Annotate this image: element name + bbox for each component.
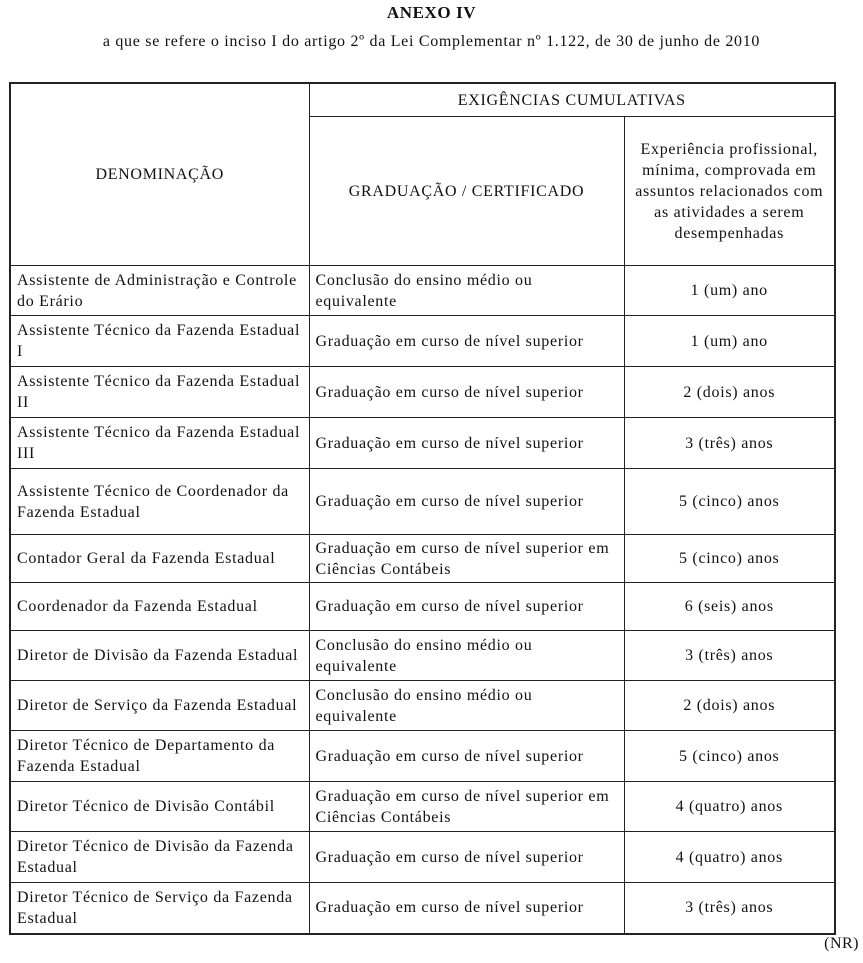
header-graduacao: GRADUAÇÃO / CERTIFICADO	[309, 117, 624, 266]
cell-denominacao: Assistente de Administração e Controle do Erário	[10, 266, 309, 316]
cell-denominacao: Diretor Técnico de Departamento da Fazenda Estadual	[10, 731, 309, 782]
cell-denominacao: Assistente Técnico da Fazenda Estadual I	[10, 316, 309, 367]
cell-experiencia: 4 (quatro) anos	[624, 782, 835, 832]
table-row	[10, 883, 835, 934]
cell-graduacao: Graduação em curso de nível superior	[309, 316, 624, 367]
header-exigencias: EXIGÊNCIAS CUMULATIVAS	[309, 83, 835, 117]
cell-experiencia: 4 (quatro) anos	[624, 832, 835, 883]
cell-graduacao: Graduação em curso de nível superior	[309, 883, 624, 934]
cell-graduacao: Graduação em curso de nível superior em Ciências Contábeis	[309, 782, 624, 832]
cell-experiencia: 3 (três) anos	[624, 883, 835, 934]
cell-graduacao: Conclusão do ensino médio ou equivalente	[309, 266, 624, 316]
cell-experiencia: 5 (cinco) anos	[624, 469, 835, 535]
table-row	[10, 681, 835, 731]
cell-graduacao: Graduação em curso de nível superior em Ciências Contábeis	[309, 535, 624, 583]
annex-subtitle: a que se refere o inciso I do artigo 2º da Lei Complementar nº 1.122, de 30 de junho de 2010	[102, 33, 761, 50]
cell-denominacao: Diretor de Serviço da Fazenda Estadual	[10, 681, 309, 731]
table-row	[10, 418, 835, 469]
table-row	[10, 316, 835, 367]
cell-graduacao: Graduação em curso de nível superior	[309, 832, 624, 883]
cell-denominacao: Diretor Técnico de Divisão Contábil	[10, 782, 309, 832]
cell-graduacao: Graduação em curso de nível superior	[309, 583, 624, 631]
cell-experiencia: 1 (um) ano	[624, 266, 835, 316]
cell-denominacao: Assistente Técnico de Coordenador da Fazenda Estadual	[10, 469, 309, 535]
cell-denominacao: Assistente Técnico da Fazenda Estadual III	[10, 418, 309, 469]
cell-denominacao: Coordenador da Fazenda Estadual	[10, 583, 309, 631]
cell-experiencia: 2 (dois) anos	[624, 681, 835, 731]
header-row-group	[10, 83, 835, 117]
header-experiencia: Experiência profissional, mínima, comprovada em assuntos relacionados com as atividades a serem desempenhadas	[624, 117, 835, 266]
requirements-table	[9, 82, 836, 935]
table-row	[10, 367, 835, 418]
cell-denominacao: Assistente Técnico da Fazenda Estadual II	[10, 367, 309, 418]
cell-denominacao: Contador Geral da Fazenda Estadual	[10, 535, 309, 583]
cell-graduacao: Graduação em curso de nível superior	[309, 418, 624, 469]
footer-note: (NR)	[824, 935, 859, 952]
cell-experiencia: 5 (cinco) anos	[624, 731, 835, 782]
table-row	[10, 469, 835, 535]
table-row	[10, 782, 835, 832]
table-row	[10, 266, 835, 316]
table-row	[10, 832, 835, 883]
annex-title: ANEXO IV	[386, 3, 477, 22]
cell-graduacao: Graduação em curso de nível superior	[309, 469, 624, 535]
table-row	[10, 731, 835, 782]
table-row	[10, 583, 835, 631]
cell-graduacao: Graduação em curso de nível superior	[309, 367, 624, 418]
cell-experiencia: 3 (três) anos	[624, 631, 835, 681]
cell-experiencia: 6 (seis) anos	[624, 583, 835, 631]
cell-graduacao: Conclusão do ensino médio ou equivalente	[309, 631, 624, 681]
cell-graduacao: Graduação em curso de nível superior	[309, 731, 624, 782]
header-denominacao: DENOMINAÇÃO	[10, 83, 309, 266]
cell-experiencia: 5 (cinco) anos	[624, 535, 835, 583]
cell-graduacao: Conclusão do ensino médio ou equivalente	[309, 681, 624, 731]
cell-denominacao: Diretor de Divisão da Fazenda Estadual	[10, 631, 309, 681]
cell-experiencia: 2 (dois) anos	[624, 367, 835, 418]
table-row	[10, 631, 835, 681]
cell-denominacao: Diretor Técnico de Divisão da Fazenda Estadual	[10, 832, 309, 883]
cell-denominacao: Diretor Técnico de Serviço da Fazenda Estadual	[10, 883, 309, 934]
table-row	[10, 535, 835, 583]
cell-experiencia: 1 (um) ano	[624, 316, 835, 367]
cell-experiencia: 3 (três) anos	[624, 418, 835, 469]
